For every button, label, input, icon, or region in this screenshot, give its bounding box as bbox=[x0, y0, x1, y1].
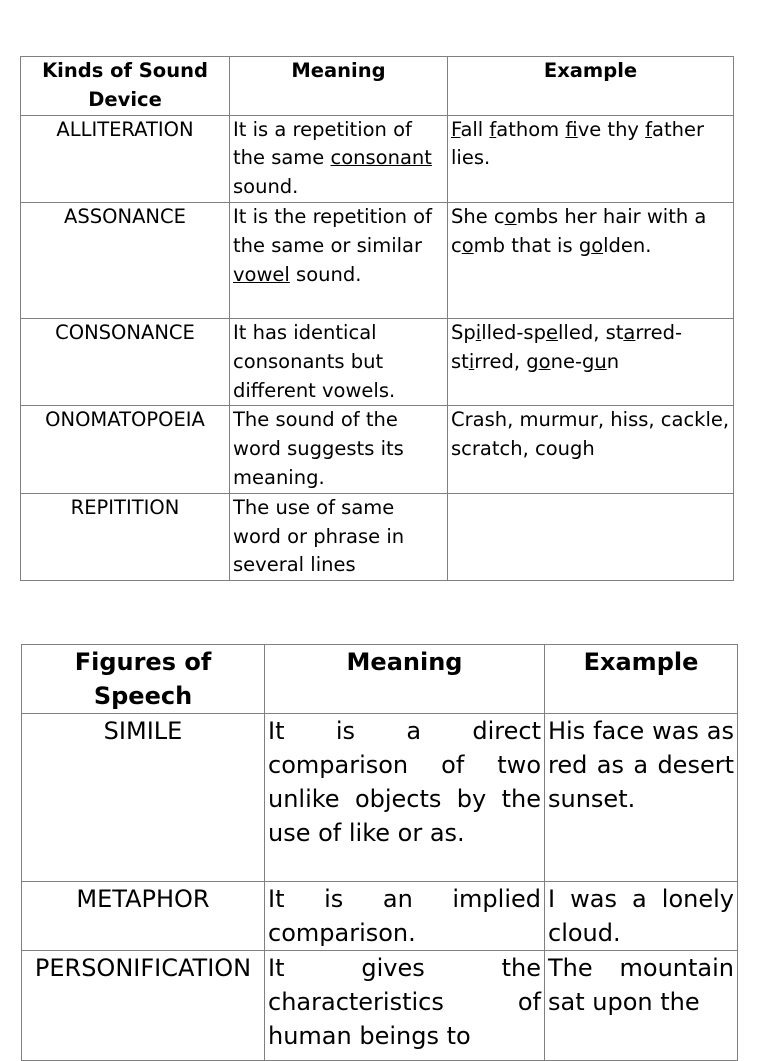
underlined-text: F bbox=[451, 117, 461, 141]
underlined-text: u bbox=[594, 349, 607, 373]
underlined-text: e bbox=[545, 320, 558, 344]
row-meaning: It gives the characteristics of human beings to bbox=[265, 951, 545, 1061]
underlined-text: o bbox=[504, 204, 517, 228]
underlined-text: i bbox=[475, 320, 482, 344]
table-header-row bbox=[21, 57, 734, 116]
row-example: Spilled-spelled, starred-stirred, gone-gun bbox=[448, 318, 734, 405]
sound-device-table bbox=[20, 56, 734, 581]
row-example: Crash, murmur, hiss, cackle, scratch, cough bbox=[448, 406, 734, 493]
header-example: Example bbox=[545, 645, 738, 714]
underlined-text: o bbox=[538, 349, 551, 373]
row-kind: CONSONANCE bbox=[21, 318, 230, 405]
row-figure: METAPHOR bbox=[22, 882, 265, 951]
underlined-text: f bbox=[565, 117, 578, 141]
row-kind: ASSONANCE bbox=[21, 202, 230, 318]
header-meaning: Meaning bbox=[265, 645, 545, 714]
table-row bbox=[21, 493, 734, 580]
table-row bbox=[22, 714, 738, 882]
underlined-text: f bbox=[645, 117, 653, 141]
row-figure: SIMILE bbox=[22, 714, 265, 882]
row-example bbox=[448, 493, 734, 580]
header-example: Example bbox=[448, 57, 734, 116]
row-kind: ONOMATOPOEIA bbox=[21, 406, 230, 493]
table-row bbox=[22, 882, 738, 951]
row-meaning: It is the repetition of the same or similar vowel sound. bbox=[230, 202, 448, 318]
header-meaning: Meaning bbox=[230, 57, 448, 116]
row-meaning: It has identical consonants but different vowels. bbox=[230, 318, 448, 405]
header-figure: Figures of Speech bbox=[22, 645, 265, 714]
row-kind: REPITITION bbox=[21, 493, 230, 580]
row-meaning: It is an implied comparison. bbox=[265, 882, 545, 951]
table-row bbox=[22, 951, 738, 1061]
table-header-row bbox=[22, 645, 738, 714]
row-example: Fall fathom five thy father lies. bbox=[448, 115, 734, 202]
row-example: She combs her hair with a comb that is golden. bbox=[448, 202, 734, 318]
row-meaning: The use of same word or phrase in several lines bbox=[230, 493, 448, 580]
table-row bbox=[21, 202, 734, 318]
underlined-text: o bbox=[591, 233, 604, 257]
row-example: I was a lonely cloud. bbox=[545, 882, 738, 951]
header-kind: Kinds of Sound Device bbox=[21, 57, 230, 116]
row-example: His face was as red as a desert sunset. bbox=[545, 714, 738, 882]
row-example: The mountain sat upon the bbox=[545, 951, 738, 1061]
underlined-text: a bbox=[623, 320, 636, 344]
row-meaning: The sound of the word suggests its meaning. bbox=[230, 406, 448, 493]
underlined-text: consonant bbox=[330, 146, 432, 170]
row-kind: ALLITERATION bbox=[21, 115, 230, 202]
row-meaning: It is a repetition of the same consonant sound. bbox=[230, 115, 448, 202]
row-meaning: It is a direct comparison of two unlike objects by the use of like or as. bbox=[265, 714, 545, 882]
underlined-text: o bbox=[461, 233, 474, 257]
table-row bbox=[21, 115, 734, 202]
figures-of-speech-table bbox=[21, 644, 738, 1061]
underlined-text: i bbox=[468, 349, 475, 373]
row-figure: PERSONIFICATION bbox=[22, 951, 265, 1061]
table-row bbox=[21, 406, 734, 493]
underlined-text: vowel bbox=[233, 262, 290, 286]
table-row bbox=[21, 318, 734, 405]
underlined-text: f bbox=[489, 117, 497, 141]
